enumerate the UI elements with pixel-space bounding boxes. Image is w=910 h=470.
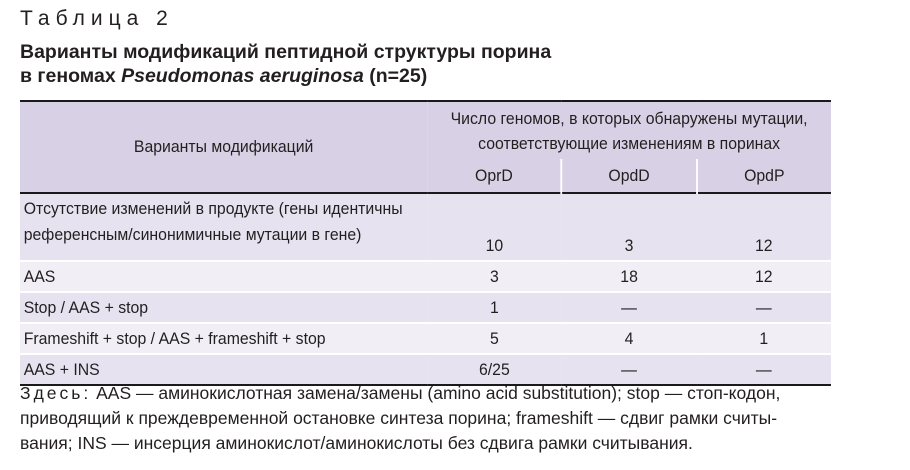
cell-opdp: — (697, 292, 831, 323)
cell-opdp: 12 (697, 261, 831, 292)
cell-opdd: — (561, 354, 696, 385)
cell-oprd: 3 (427, 261, 561, 292)
cell-opdd: — (561, 292, 696, 323)
title-species: Pseudomonas aeruginosa (121, 65, 364, 87)
data-table (20, 100, 831, 386)
note-line-3: вания; INS — инсерция аминокислот/аминокислоты без сдвига рамки считывания. (20, 433, 693, 453)
table-row (20, 323, 831, 354)
table-label: Таблица 2 (20, 7, 174, 30)
cell-opdp: 12 (697, 193, 831, 261)
cell-opdd: 18 (561, 261, 696, 292)
header-opdd: OpdD (561, 159, 696, 193)
header-variants: Варианты модификаций (20, 101, 427, 193)
cell-opdp: — (697, 354, 831, 385)
header-oprd: OprD (427, 159, 561, 193)
table-row (20, 261, 831, 292)
header-opdp: OpdP (697, 159, 831, 193)
cell-opdp: 1 (697, 323, 831, 354)
table-note (20, 381, 910, 456)
note-lead: Здесь: (20, 383, 92, 403)
title-prefix: в геномах (20, 65, 122, 87)
cell-opdd: 4 (561, 323, 696, 354)
header-group-line-2: соответствующие изменениям в поринах (478, 133, 781, 153)
row-label-line-1: Отсутствие изменений в продукте (гены идентичны (23, 199, 403, 218)
row-label: AAS + INS (20, 354, 427, 385)
header-group-line-1: Число геномов, в которых обнаружены мутации, (450, 108, 808, 128)
note-text-1: AAS — аминокислотная замена/замены (amino acid substitution); stop — стоп-кодон, (91, 383, 781, 403)
cell-oprd: 10 (427, 193, 561, 261)
table-row (20, 193, 831, 261)
cell-oprd: 1 (427, 292, 561, 323)
row-label: Stop / AAS + stop (20, 292, 427, 323)
table-row (20, 292, 831, 323)
title-line-1: Варианты модификаций пептидной структуры порина (20, 41, 552, 63)
table-title (20, 40, 551, 88)
title-line-2 (20, 64, 551, 88)
row-label-line-2: референсным/синонимичные мутации в гене) (23, 225, 362, 244)
row-label (20, 193, 427, 261)
cell-opdd: 3 (561, 193, 696, 261)
note-line-1 (20, 381, 910, 406)
title-suffix: (n=25) (363, 65, 428, 87)
note-line-2: приводящий к преждевременной остановке синтеза порина; frameshift — сдвиг рамки считы- (20, 408, 778, 428)
row-label: Frameshift + stop / AAS + frameshift + stop (20, 323, 427, 354)
header-genome-count (427, 101, 831, 159)
cell-oprd: 5 (427, 323, 561, 354)
row-label: AAS (20, 261, 427, 292)
cell-oprd: 6/25 (427, 354, 561, 385)
